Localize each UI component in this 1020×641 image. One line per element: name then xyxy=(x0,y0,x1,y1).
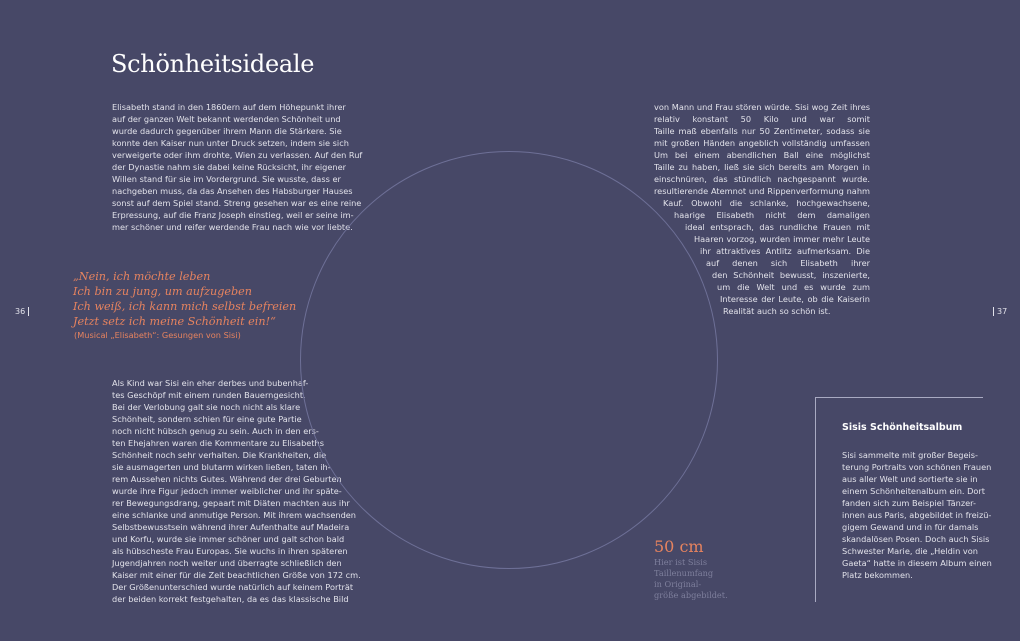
waist-caption-line: Hier ist Sisis xyxy=(654,557,708,567)
album-box-border-top xyxy=(815,397,983,398)
body-line: Schönheit, sondern schien für eine gute Partie xyxy=(112,414,302,424)
album-title: Sisis Schönheitsalbum xyxy=(842,422,963,433)
album-line: terung Portraits von schönen Frauen xyxy=(842,462,992,472)
body-line: tes Geschöpf mit einem runden Bauerngesicht. xyxy=(112,390,306,400)
body-line: als hübscheste Frau Europas. Sie wuchs in ihren späteren xyxy=(112,546,348,556)
body-line: Der Größenunterschied wurde natürlich auf keinem Porträt xyxy=(112,582,354,592)
right-line: haarige Elisabeth nicht dem damaligen xyxy=(674,210,870,220)
right-line: Taille maß ebenfalls nur 50 Zentimeter, sodass sie xyxy=(654,126,870,136)
waist-caption-line: größe abgebildet. xyxy=(654,590,728,600)
right-line: Um bei einem abendlichen Ball eine möglichst xyxy=(654,150,870,160)
right-line: auf denen sich Elisabeth ihrer xyxy=(706,258,870,268)
right-line: Taille zu haben, ließ sie sich bereits am Morgen in xyxy=(654,162,870,172)
quote-line: Jetzt setz ich meine Schönheit ein!“ xyxy=(73,315,276,328)
body-line: Bei der Verlobung galt sie noch nicht als klare xyxy=(112,402,301,412)
body-line: Selbstbewusstsein während ihrer Aufenthalte auf Madeira xyxy=(112,522,350,532)
right-line: ihr attraktives Antlitz aufmerksam. Die xyxy=(700,246,870,256)
body-line: noch nicht hübsch genug zu sein. Auch in den ers- xyxy=(112,426,319,436)
intro-line: der Dynastie nahm sie dabei keine Rücksicht, ihr eigener xyxy=(112,162,346,172)
intro-line: verweigerte oder ihm drohte, Wien zu verlassen. Auf den Ruf xyxy=(112,150,363,160)
right-line: Haaren vorzog, wurden immer mehr Leute xyxy=(694,234,870,244)
album-line: gigem Gewand und in für damals xyxy=(842,522,979,532)
body-line: Schönheit noch sehr verhalten. Die Krankheiten, die xyxy=(112,450,327,460)
right-line: resultierende Atemnot und Rippenverformung nahm xyxy=(654,186,870,196)
album-line: aus aller Welt und sortierte sie in xyxy=(842,474,978,484)
album-line: Schwester Marie, die „Heldin von xyxy=(842,546,978,556)
right-line: um die Welt und es wurde zum xyxy=(717,282,870,292)
right-line: Realität auch so schön ist. xyxy=(723,306,831,316)
intro-line: sonst auf dem Spiel stand. Streng gesehen war es eine reine xyxy=(112,198,362,208)
album-text xyxy=(842,449,992,581)
page-number-right: 37 xyxy=(993,307,1007,316)
right-line: relativ konstant 50 Kilo und war somit xyxy=(654,114,870,124)
waist-caption xyxy=(654,557,728,601)
body-line: ten Ehejahren waren die Kommentare zu Elisabeths xyxy=(112,438,324,448)
album-line: Gaeta“ hatte in diesem Album einen xyxy=(842,558,992,568)
quote-line: Ich bin zu jung, um aufzugeben xyxy=(73,285,253,298)
waist-caption-line: Taillenumfang xyxy=(654,568,714,578)
right-line: einschnüren, das stündlich nachgespannt wurde. xyxy=(654,174,870,184)
intro-line: Willen stand für sie im Vordergrund. Sie wusste, dass er xyxy=(112,174,341,184)
body-line: sie ausmagerten und blutarm wirken ließen, taten ih- xyxy=(112,462,331,472)
album-line: skandalösen Posen. Doch auch Sisis xyxy=(842,534,990,544)
intro-line: konnte den Kaiser nun unter Druck setzen, indem sie sich xyxy=(112,138,349,148)
album-line: Sisi sammelte mit großer Begeis- xyxy=(842,450,979,460)
body-line: rer Bewegungsdrang, gepaart mit Diäten machten aus ihr xyxy=(112,498,350,508)
right-line: Interesse der Leute, ob die Kaiserin xyxy=(720,294,870,304)
intro-line: Erpressung, auf die Franz Joseph einstieg, weil er seine im- xyxy=(112,210,354,220)
right-line: ideal entsprach, das rundliche Frauen mit xyxy=(685,222,870,232)
quote-line: „Nein, ich möchte leben xyxy=(73,270,211,283)
intro-line: auf der ganzen Welt bekannt werdenden Schönheit und xyxy=(112,114,341,124)
quote-source: (Musical „Elisabeth“: Gesungen von Sisi) xyxy=(74,330,241,340)
right-line: von Mann und Frau stören würde. Sisi wog Zeit ihres xyxy=(654,102,870,112)
page-number-left: 36 xyxy=(15,307,29,316)
body-line: rem Aussehen nichts Gutes. Während der drei Geburten xyxy=(112,474,342,484)
album-box-border-left xyxy=(815,397,816,602)
body-line: wurde ihre Figur jedoch immer weiblicher und ihr späte- xyxy=(112,486,342,496)
body-line: der beiden korrekt festgehalten, da es das klassische Bild xyxy=(112,594,349,604)
album-line: Platz bekommen. xyxy=(842,570,913,580)
right-line: den Schönheit bewusst, inszenierte, xyxy=(712,270,870,280)
body-line: und Korfu, wurde sie immer schöner und galt schon bald xyxy=(112,534,345,544)
quote-line: Ich weiß, ich kann mich selbst befreien xyxy=(73,300,297,313)
page-title: Schönheitsideale xyxy=(111,50,315,78)
intro-line: wurde dadurch gegenüber ihrem Mann die Stärkere. Sie xyxy=(112,126,342,136)
body-line: Kaiser mit einer für die Zeit beachtlichen Größe von 172 cm. xyxy=(112,570,361,580)
right-line: Kauf. Obwohl die schlanke, hochgewachsene, xyxy=(663,198,870,208)
intro-line: Elisabeth stand in den 1860ern auf dem Höhepunkt ihrer xyxy=(112,102,346,112)
waist-measure: 50 cm xyxy=(654,537,704,556)
body-line: eine schlanke und anmutige Person. Mit ihrem wachsenden xyxy=(112,510,356,520)
album-line: einem Schönheitenalbum ein. Dort xyxy=(842,486,985,496)
right-line: mit großen Händen angeblich vollständig umfassen xyxy=(654,138,870,148)
intro-line: nachgeben muss, da das Ansehen des Habsburger Hauses xyxy=(112,186,353,196)
album-line: innen aus Paris, abgebildet in freizü- xyxy=(842,510,992,520)
body-line: Jugendjahren noch weiter und überragte schließlich den xyxy=(112,558,342,568)
body-line: Als Kind war Sisi ein eher derbes und bubenhaf- xyxy=(112,378,309,388)
intro-line: mer schöner und reifer werdende Frau nach wie vor liebte. xyxy=(112,222,353,232)
album-line: fanden sich zum Beispiel Tänzer- xyxy=(842,498,976,508)
waist-caption-line: in Original- xyxy=(654,579,702,589)
